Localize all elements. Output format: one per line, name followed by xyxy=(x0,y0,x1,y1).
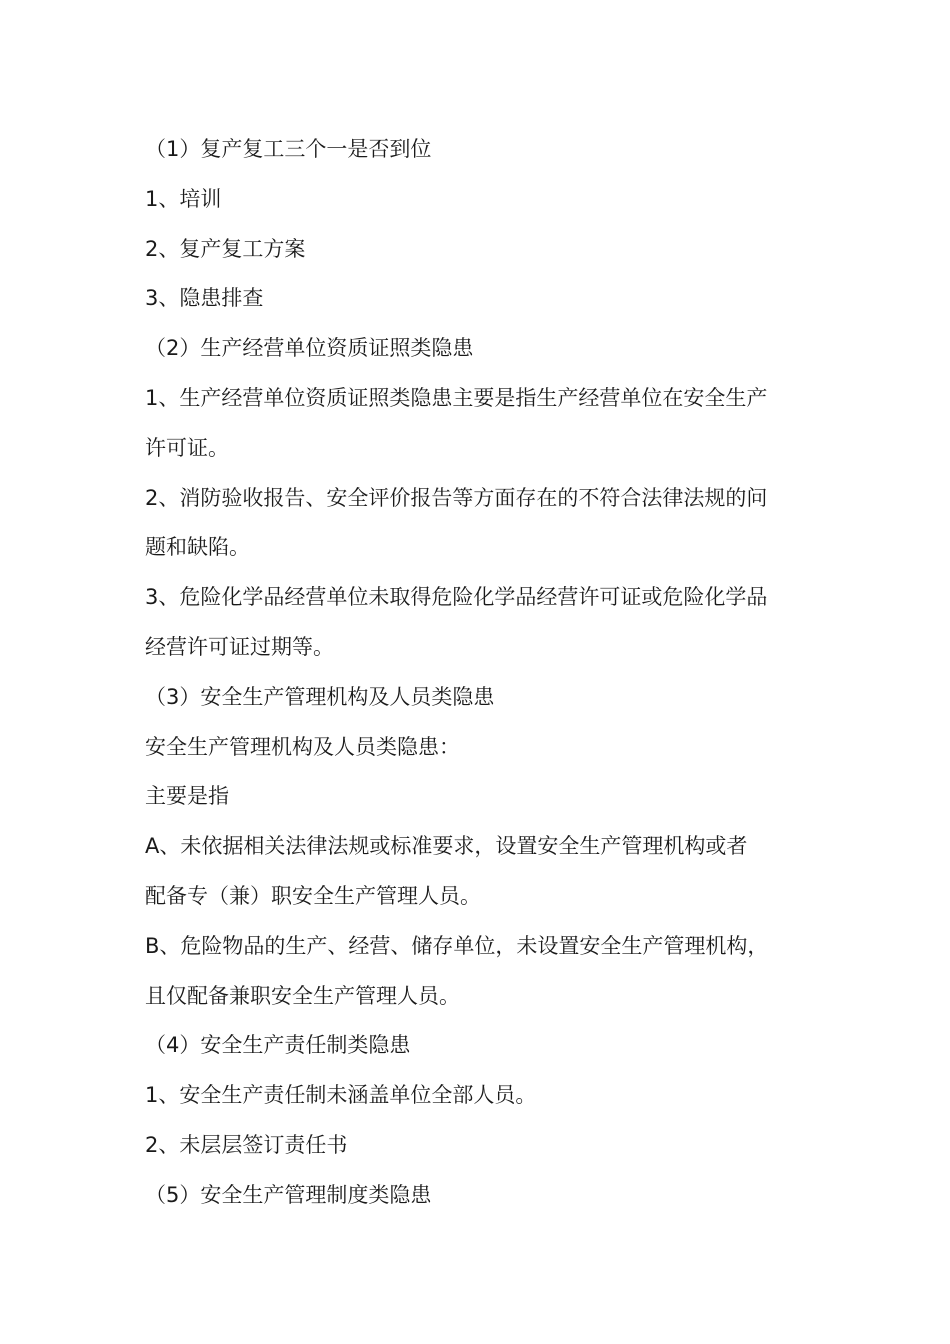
paragraph-line: 2、消防验收报告、安全评价报告等方面存在的不符合法律法规的问 xyxy=(145,485,768,510)
paragraph-line: 安全生产管理机构及人员类隐患： xyxy=(145,734,460,759)
section-heading-1: （1）复产复工三个一是否到位 xyxy=(145,137,432,161)
paragraph-line: B、危险物品的生产、经营、储存单位，未设置安全生产管理机构， xyxy=(145,933,769,958)
paragraph-line: 配备专（兼）职安全生产管理人员。 xyxy=(145,883,481,908)
paragraph-line: 许可证。 xyxy=(145,435,229,460)
paragraph-line: 题和缺陷。 xyxy=(145,535,250,560)
paragraph-line: 且仅配备兼职安全生产管理人员。 xyxy=(145,983,460,1008)
document-body xyxy=(145,125,825,1221)
paragraph-line: 主要是指 xyxy=(145,784,229,809)
paragraph-line: 1、培训 xyxy=(145,186,222,211)
paragraph-line: 1、生产经营单位资质证照类隐患主要是指生产经营单位在安全生产 xyxy=(145,385,768,410)
section-heading-3: （3）安全生产管理机构及人员类隐患 xyxy=(145,684,495,709)
section-heading-4: （4）安全生产责任制类隐患 xyxy=(145,1033,411,1058)
paragraph-line: 3、隐患排查 xyxy=(145,286,264,311)
paragraph-line: 3、危险化学品经营单位未取得危险化学品经营许可证或危险化学品 xyxy=(145,585,768,610)
paragraph-line: 经营许可证过期等。 xyxy=(145,634,334,659)
paragraph-line: 2、未层层签订责任书 xyxy=(145,1132,348,1157)
paragraph-line: 1、安全生产责任制未涵盖单位全部人员。 xyxy=(145,1083,537,1108)
section-heading-5: （5）安全生产管理制度类隐患 xyxy=(145,1182,432,1207)
paragraph-line: A、未依据相关法律法规或标准要求，设置安全生产管理机构或者 xyxy=(145,834,748,859)
section-heading-2: （2）生产经营单位资质证照类隐患 xyxy=(145,336,474,361)
paragraph-line: 2、复产复工方案 xyxy=(145,236,306,261)
